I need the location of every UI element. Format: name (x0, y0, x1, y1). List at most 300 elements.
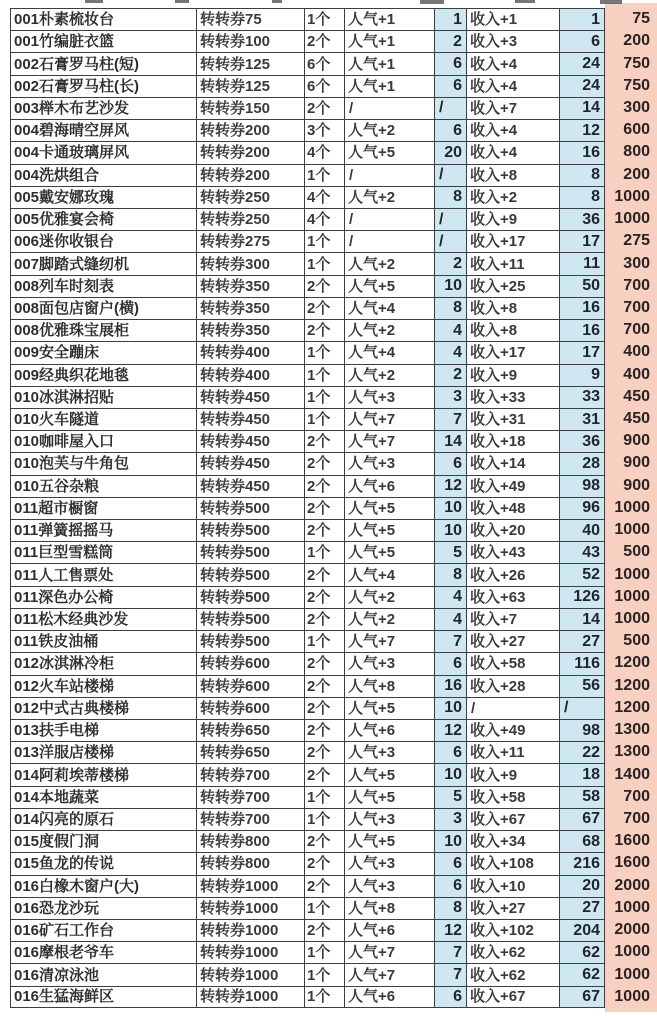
coupon-cost-cell: 转转券75 (197, 8, 305, 30)
income-bonus-cell: 收入+28 (467, 675, 560, 697)
item-name-cell: 011人工售票处 (10, 563, 197, 585)
quantity-cell: 2个 (305, 875, 345, 897)
table-row (10, 875, 657, 897)
coupon-cost-cell: 转转券800 (197, 852, 305, 874)
popularity-total-cell: 7 (435, 941, 467, 963)
quantity-cell: 1个 (305, 230, 345, 252)
coupon-cost-cell: 转转券450 (197, 452, 305, 474)
quantity-cell: 2个 (305, 697, 345, 719)
cropped-text-fragment (515, 0, 535, 3)
price-cell: 2000 (605, 875, 657, 897)
income-total-cell: 27 (560, 897, 605, 919)
income-total-cell: 14 (560, 608, 605, 630)
popularity-total-cell: 3 (435, 808, 467, 830)
price-cell: 700 (605, 275, 657, 297)
popularity-bonus-cell: 人气+4 (345, 563, 435, 585)
quantity-cell: 2个 (305, 563, 345, 585)
income-bonus-cell: 收入+62 (467, 941, 560, 963)
income-total-cell: 16 (560, 141, 605, 163)
table-row (10, 763, 657, 785)
income-total-cell: 6 (560, 30, 605, 52)
income-bonus-cell: 收入+14 (467, 452, 560, 474)
coupon-cost-cell: 转转券1000 (197, 919, 305, 941)
quantity-cell: 2个 (305, 763, 345, 785)
popularity-total-cell: 20 (435, 141, 467, 163)
quantity-cell: 2个 (305, 652, 345, 674)
item-name-cell: 011巨型雪糕筒 (10, 541, 197, 563)
price-cell: 200 (605, 164, 657, 186)
quantity-cell: 1个 (305, 963, 345, 985)
quantity-cell: 4个 (305, 208, 345, 230)
popularity-total-cell: / (435, 164, 467, 186)
income-total-cell: 8 (560, 164, 605, 186)
price-cell: 900 (605, 430, 657, 452)
income-total-cell: 18 (560, 763, 605, 785)
price-cell: 1000 (605, 563, 657, 585)
item-name-cell: 005优雅宴会椅 (10, 208, 197, 230)
income-total-cell: 31 (560, 408, 605, 430)
item-name-cell: 004碧海晴空屏风 (10, 119, 197, 141)
price-cell: 1000 (605, 941, 657, 963)
item-name-cell: 002石膏罗马柱(长) (10, 75, 197, 97)
income-total-cell: 56 (560, 675, 605, 697)
item-name-cell: 010火车隧道 (10, 408, 197, 430)
popularity-bonus-cell: 人气+5 (345, 275, 435, 297)
price-cell: 1200 (605, 697, 657, 719)
price-cell: 75 (605, 8, 657, 30)
price-cell: 1600 (605, 830, 657, 852)
item-name-cell: 008列车时刻表 (10, 275, 197, 297)
popularity-total-cell: 2 (435, 364, 467, 386)
table-row (10, 963, 657, 985)
coupon-cost-cell: 转转券250 (197, 186, 305, 208)
income-bonus-cell: 收入+8 (467, 164, 560, 186)
income-bonus-cell: 收入+102 (467, 919, 560, 941)
price-cell: 1000 (605, 608, 657, 630)
coupon-cost-cell: 转转券650 (197, 719, 305, 741)
coupon-cost-cell: 转转券1000 (197, 986, 305, 1008)
coupon-cost-cell: 转转券400 (197, 364, 305, 386)
price-cell: 300 (605, 97, 657, 119)
popularity-bonus-cell: 人气+1 (345, 8, 435, 30)
item-name-cell: 013洋服店楼梯 (10, 741, 197, 763)
coupon-cost-cell: 转转券1000 (197, 875, 305, 897)
item-name-cell: 002石膏罗马柱(短) (10, 52, 197, 74)
income-bonus-cell: 收入+9 (467, 763, 560, 785)
table-row (10, 786, 657, 808)
popularity-bonus-cell: 人气+4 (345, 341, 435, 363)
income-total-cell: 204 (560, 919, 605, 941)
popularity-total-cell: 8 (435, 186, 467, 208)
income-total-cell: 1 (560, 8, 605, 30)
quantity-cell: 2个 (305, 830, 345, 852)
coupon-cost-cell: 转转券275 (197, 230, 305, 252)
income-total-cell: 216 (560, 852, 605, 874)
table-row (10, 252, 657, 274)
coupon-cost-cell: 转转券200 (197, 141, 305, 163)
popularity-bonus-cell: 人气+5 (345, 519, 435, 541)
popularity-bonus-cell: 人气+5 (345, 830, 435, 852)
item-name-cell: 015鱼龙的传说 (10, 852, 197, 874)
item-name-cell: 011超市橱窗 (10, 497, 197, 519)
income-total-cell: 20 (560, 875, 605, 897)
popularity-total-cell: 10 (435, 763, 467, 785)
item-name-cell: 011松木经典沙发 (10, 608, 197, 630)
popularity-total-cell: 4 (435, 319, 467, 341)
quantity-cell: 2个 (305, 30, 345, 52)
coupon-cost-cell: 转转券800 (197, 830, 305, 852)
popularity-total-cell: 4 (435, 608, 467, 630)
price-cell: 1000 (605, 897, 657, 919)
income-bonus-cell: 收入+63 (467, 586, 560, 608)
income-bonus-cell: 收入+8 (467, 297, 560, 319)
table-row (10, 75, 657, 97)
coupon-cost-cell: 转转券1000 (197, 941, 305, 963)
popularity-total-cell: 12 (435, 719, 467, 741)
table-row (10, 675, 657, 697)
popularity-total-cell: 7 (435, 963, 467, 985)
income-bonus-cell: 收入+62 (467, 963, 560, 985)
popularity-total-cell: 6 (435, 741, 467, 763)
popularity-bonus-cell: 人气+8 (345, 675, 435, 697)
income-bonus-cell: 收入+1 (467, 8, 560, 30)
coupon-cost-cell: 转转券450 (197, 475, 305, 497)
item-name-cell: 016矿石工作台 (10, 919, 197, 941)
coupon-cost-cell: 转转券1000 (197, 963, 305, 985)
income-bonus-cell: 收入+11 (467, 252, 560, 274)
price-cell: 900 (605, 475, 657, 497)
quantity-cell: 2个 (305, 97, 345, 119)
quantity-cell: 2个 (305, 430, 345, 452)
income-total-cell: 62 (560, 963, 605, 985)
income-bonus-cell: 收入+7 (467, 97, 560, 119)
income-bonus-cell: 收入+2 (467, 186, 560, 208)
income-bonus-cell: 收入+49 (467, 475, 560, 497)
table-row (10, 808, 657, 830)
popularity-total-cell: 12 (435, 919, 467, 941)
table-row (10, 497, 657, 519)
coupon-cost-cell: 转转券200 (197, 119, 305, 141)
coupon-cost-cell: 转转券350 (197, 319, 305, 341)
item-name-cell: 014阿莉埃蒂楼梯 (10, 763, 197, 785)
income-bonus-cell: 收入+27 (467, 897, 560, 919)
table-row (10, 386, 657, 408)
coupon-cost-cell: 转转券700 (197, 763, 305, 785)
coupon-cost-cell: 转转券700 (197, 786, 305, 808)
quantity-cell: 1个 (305, 986, 345, 1008)
popularity-total-cell: 8 (435, 897, 467, 919)
table-row (10, 208, 657, 230)
quantity-cell: 1个 (305, 386, 345, 408)
income-total-cell: 11 (560, 252, 605, 274)
popularity-total-cell: 10 (435, 275, 467, 297)
income-bonus-cell: 收入+7 (467, 608, 560, 630)
popularity-bonus-cell: 人气+2 (345, 364, 435, 386)
income-total-cell: 98 (560, 475, 605, 497)
item-name-cell: 009经典织花地毯 (10, 364, 197, 386)
quantity-cell: 1个 (305, 252, 345, 274)
item-name-cell: 008优雅珠宝展柜 (10, 319, 197, 341)
item-name-cell: 016摩根老爷车 (10, 941, 197, 963)
income-total-cell: 17 (560, 230, 605, 252)
table-row (10, 141, 657, 163)
price-cell: 1200 (605, 652, 657, 674)
coupon-cost-cell: 转转券400 (197, 341, 305, 363)
popularity-total-cell: 4 (435, 586, 467, 608)
price-cell: 900 (605, 452, 657, 474)
item-name-cell: 010咖啡屋入口 (10, 430, 197, 452)
price-cell: 400 (605, 364, 657, 386)
popularity-bonus-cell: 人气+6 (345, 919, 435, 941)
popularity-total-cell: 10 (435, 830, 467, 852)
popularity-total-cell: / (435, 208, 467, 230)
coupon-cost-cell: 转转券500 (197, 541, 305, 563)
popularity-total-cell: / (435, 97, 467, 119)
income-bonus-cell: 收入+11 (467, 741, 560, 763)
income-bonus-cell: / (467, 697, 560, 719)
table-row (10, 52, 657, 74)
item-name-cell: 012冰淇淋冷柜 (10, 652, 197, 674)
item-name-cell: 016恐龙沙玩 (10, 897, 197, 919)
quantity-cell: 2个 (305, 475, 345, 497)
table-row (10, 608, 657, 630)
item-name-cell: 004洗烘组合 (10, 164, 197, 186)
coupon-cost-cell: 转转券500 (197, 563, 305, 585)
quantity-cell: 4个 (305, 186, 345, 208)
coupon-cost-cell: 转转券600 (197, 697, 305, 719)
table-row (10, 852, 657, 874)
popularity-bonus-cell: 人气+3 (345, 452, 435, 474)
coupon-cost-cell: 转转券450 (197, 430, 305, 452)
quantity-cell: 3个 (305, 119, 345, 141)
popularity-total-cell: 6 (435, 119, 467, 141)
item-name-cell: 016生猛海鲜区 (10, 986, 197, 1008)
price-cell: 400 (605, 341, 657, 363)
quantity-cell: 1个 (305, 808, 345, 830)
table-row (10, 297, 657, 319)
table-row (10, 541, 657, 563)
item-name-cell: 006迷你收银台 (10, 230, 197, 252)
popularity-bonus-cell: 人气+7 (345, 941, 435, 963)
income-total-cell: 67 (560, 808, 605, 830)
price-cell: 600 (605, 119, 657, 141)
popularity-bonus-cell: 人气+1 (345, 52, 435, 74)
income-total-cell: 98 (560, 719, 605, 741)
popularity-bonus-cell: 人气+3 (345, 875, 435, 897)
quantity-cell: 1个 (305, 341, 345, 363)
table-row (10, 364, 657, 386)
coupon-cost-cell: 转转券350 (197, 275, 305, 297)
popularity-bonus-cell: 人气+5 (345, 786, 435, 808)
table-row (10, 830, 657, 852)
income-bonus-cell: 收入+67 (467, 986, 560, 1008)
popularity-bonus-cell: 人气+5 (345, 763, 435, 785)
popularity-total-cell: 10 (435, 697, 467, 719)
income-bonus-cell: 收入+20 (467, 519, 560, 541)
item-name-cell: 001朴素梳妆台 (10, 8, 197, 30)
popularity-total-cell: 12 (435, 475, 467, 497)
income-total-cell: 67 (560, 986, 605, 1008)
table-row (10, 475, 657, 497)
income-total-cell: 68 (560, 830, 605, 852)
popularity-total-cell: 6 (435, 652, 467, 674)
popularity-total-cell: 6 (435, 875, 467, 897)
item-name-cell: 009安全蹦床 (10, 341, 197, 363)
quantity-cell: 1个 (305, 786, 345, 808)
price-cell: 1300 (605, 719, 657, 741)
income-bonus-cell: 收入+17 (467, 341, 560, 363)
table-row (10, 230, 657, 252)
item-name-cell: 007脚踏式缝纫机 (10, 252, 197, 274)
popularity-bonus-cell: / (345, 208, 435, 230)
item-name-cell: 010泡芙与牛角包 (10, 452, 197, 474)
price-cell: 700 (605, 319, 657, 341)
popularity-total-cell: 6 (435, 986, 467, 1008)
coupon-cost-cell: 转转券300 (197, 252, 305, 274)
income-total-cell: / (560, 697, 605, 719)
income-total-cell: 116 (560, 652, 605, 674)
income-total-cell: 9 (560, 364, 605, 386)
income-bonus-cell: 收入+27 (467, 630, 560, 652)
table-row (10, 630, 657, 652)
income-bonus-cell: 收入+4 (467, 141, 560, 163)
income-total-cell: 50 (560, 275, 605, 297)
popularity-total-cell: 5 (435, 541, 467, 563)
popularity-bonus-cell: 人气+2 (345, 252, 435, 274)
income-bonus-cell: 收入+31 (467, 408, 560, 430)
income-total-cell: 126 (560, 586, 605, 608)
coupon-cost-cell: 转转券500 (197, 586, 305, 608)
coupon-cost-cell: 转转券350 (197, 297, 305, 319)
price-cell: 1000 (605, 186, 657, 208)
income-bonus-cell: 收入+9 (467, 364, 560, 386)
coupon-cost-cell: 转转券500 (197, 630, 305, 652)
item-name-cell: 012火车站楼梯 (10, 675, 197, 697)
popularity-total-cell: 7 (435, 630, 467, 652)
table-row (10, 408, 657, 430)
income-bonus-cell: 收入+108 (467, 852, 560, 874)
popularity-total-cell: 10 (435, 519, 467, 541)
item-name-cell: 016白橡木窗户(大) (10, 875, 197, 897)
item-name-cell: 005戴安娜玫瑰 (10, 186, 197, 208)
item-name-cell: 011弹簧摇摇马 (10, 519, 197, 541)
quantity-cell: 2个 (305, 519, 345, 541)
income-total-cell: 22 (560, 741, 605, 763)
popularity-total-cell: 6 (435, 852, 467, 874)
coupon-cost-cell: 转转券600 (197, 652, 305, 674)
table-row (10, 563, 657, 585)
table-row (10, 586, 657, 608)
coupon-cost-cell: 转转券450 (197, 386, 305, 408)
price-cell: 500 (605, 541, 657, 563)
item-name-cell: 011铁皮油桶 (10, 630, 197, 652)
popularity-bonus-cell: 人气+7 (345, 963, 435, 985)
price-cell: 1400 (605, 763, 657, 785)
quantity-cell: 2个 (305, 297, 345, 319)
quantity-cell: 1个 (305, 630, 345, 652)
quantity-cell: 1个 (305, 897, 345, 919)
popularity-bonus-cell: 人气+5 (345, 497, 435, 519)
coupon-cost-cell: 转转券450 (197, 408, 305, 430)
income-bonus-cell: 收入+48 (467, 497, 560, 519)
popularity-bonus-cell: 人气+4 (345, 297, 435, 319)
table-row (10, 941, 657, 963)
price-cell: 700 (605, 786, 657, 808)
popularity-total-cell: 8 (435, 297, 467, 319)
item-name-cell: 003榉木布艺沙发 (10, 97, 197, 119)
price-cell: 1000 (605, 519, 657, 541)
income-total-cell: 24 (560, 52, 605, 74)
cropped-text-fragment (600, 0, 622, 4)
table-row (10, 741, 657, 763)
item-name-cell: 001竹编脏衣篮 (10, 30, 197, 52)
income-bonus-cell: 收入+8 (467, 319, 560, 341)
quantity-cell: 2个 (305, 719, 345, 741)
coupon-cost-cell: 转转券500 (197, 519, 305, 541)
income-total-cell: 58 (560, 786, 605, 808)
popularity-bonus-cell: 人气+6 (345, 475, 435, 497)
item-name-cell: 016清凉泳池 (10, 963, 197, 985)
popularity-bonus-cell: 人气+3 (345, 652, 435, 674)
price-cell: 700 (605, 808, 657, 830)
item-name-cell: 012中式古典楼梯 (10, 697, 197, 719)
coupon-cost-cell: 转转券600 (197, 675, 305, 697)
income-total-cell: 27 (560, 630, 605, 652)
quantity-cell: 2个 (305, 275, 345, 297)
popularity-bonus-cell: / (345, 97, 435, 119)
income-bonus-cell: 收入+18 (467, 430, 560, 452)
cropped-text-fragment (420, 0, 444, 4)
table-row (10, 341, 657, 363)
table-row (10, 30, 657, 52)
quantity-cell: 2个 (305, 919, 345, 941)
coupon-cost-cell: 转转券200 (197, 164, 305, 186)
table-row (10, 319, 657, 341)
quantity-cell: 6个 (305, 52, 345, 74)
popularity-total-cell: 6 (435, 52, 467, 74)
popularity-total-cell: / (435, 230, 467, 252)
popularity-total-cell: 1 (435, 8, 467, 30)
quantity-cell: 1个 (305, 164, 345, 186)
quantity-cell: 1个 (305, 408, 345, 430)
table-row (10, 97, 657, 119)
income-bonus-cell: 收入+4 (467, 75, 560, 97)
popularity-bonus-cell: 人气+8 (345, 897, 435, 919)
popularity-bonus-cell: 人气+5 (345, 697, 435, 719)
coupon-cost-cell: 转转券500 (197, 608, 305, 630)
income-bonus-cell: 收入+17 (467, 230, 560, 252)
income-bonus-cell: 收入+34 (467, 830, 560, 852)
price-cell: 1200 (605, 675, 657, 697)
popularity-bonus-cell: 人气+3 (345, 386, 435, 408)
income-total-cell: 43 (560, 541, 605, 563)
item-name-cell: 014本地蔬菜 (10, 786, 197, 808)
income-bonus-cell: 收入+26 (467, 563, 560, 585)
coupon-cost-cell: 转转券1000 (197, 897, 305, 919)
income-total-cell: 24 (560, 75, 605, 97)
item-name-cell: 011深色办公椅 (10, 586, 197, 608)
item-name-cell: 013扶手电梯 (10, 719, 197, 741)
popularity-bonus-cell: 人气+7 (345, 630, 435, 652)
price-cell: 750 (605, 52, 657, 74)
popularity-bonus-cell: 人气+5 (345, 141, 435, 163)
popularity-bonus-cell: / (345, 230, 435, 252)
price-cell: 1300 (605, 741, 657, 763)
item-name-cell: 015度假门洞 (10, 830, 197, 852)
quantity-cell: 6个 (305, 75, 345, 97)
coupon-cost-cell: 转转券125 (197, 52, 305, 74)
coupon-cost-cell: 转转券650 (197, 741, 305, 763)
